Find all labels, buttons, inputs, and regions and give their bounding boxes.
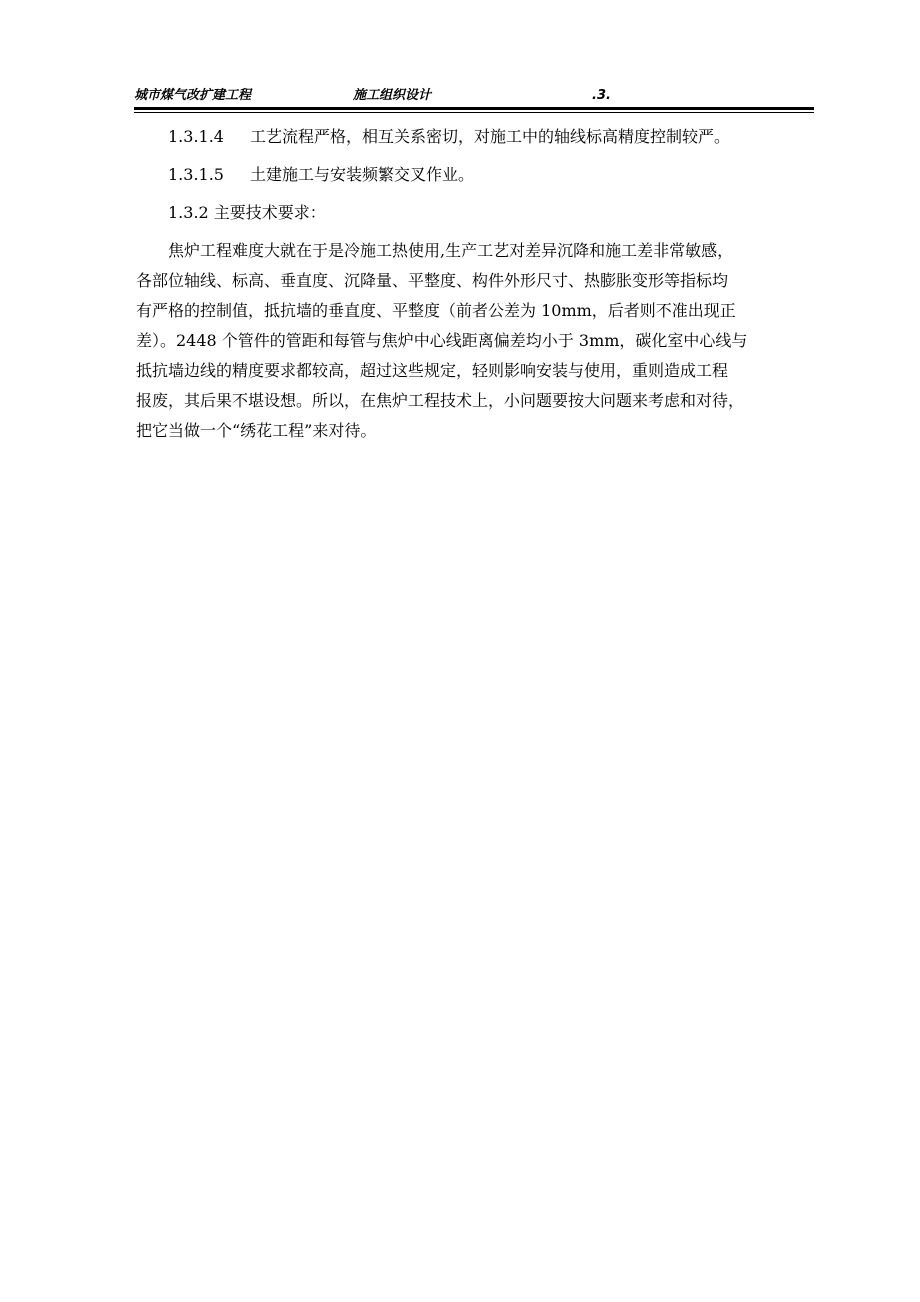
- item-1-3-1-4: [136, 122, 808, 152]
- header-project-title: 城市煤气改扩建工程: [134, 88, 252, 103]
- item-number: 1.3.1.4: [168, 127, 224, 146]
- section-heading-1-3-2: 1.3.2 主要技术要求：: [168, 203, 326, 222]
- paragraph-line: 焦炉工程难度大就在于是冷施工热使用,生产工艺对差异沉降和施工差非常敏感，: [168, 241, 734, 260]
- header-rule-thick: [134, 107, 814, 110]
- technical-requirements-paragraph: [136, 236, 808, 446]
- header-page-number: .3.: [592, 88, 611, 103]
- item-text: 工艺流程严格，相互关系密切，对施工中的轴线标高精度控制较严。: [250, 127, 731, 146]
- paragraph-line: 各部位轴线、标高、垂直度、沉降量、平整度、构件外形尺寸、热膨胀变形等指标均: [136, 271, 729, 290]
- document-body: [136, 122, 808, 446]
- item-1-3-1-5: [136, 160, 808, 190]
- paragraph-line: 抵抗墙边线的精度要求都较高，超过这些规定，轻则影响安装与使用，重则造成工程: [136, 361, 729, 380]
- header-document-type: 施工组织设计: [353, 88, 432, 103]
- item-text: 土建施工与安装频繁交叉作业。: [250, 165, 475, 184]
- item-number: 1.3.1.5: [168, 165, 224, 184]
- paragraph-line: 把它当做一个“绣花工程”来对待。: [136, 421, 377, 440]
- paragraph-line: 有严格的控制值，抵抗墙的垂直度、平整度（前者公差为 10mm，后者则不准出现正: [136, 301, 736, 320]
- paragraph-line: 报废，其后果不堪设想。所以，在焦炉工程技术上，小问题要按大问题来考虑和对待，: [136, 391, 745, 410]
- header-rule-thin: [134, 112, 814, 113]
- running-header: [134, 86, 814, 106]
- paragraph-line: 差）。2448 个管件的管距和每管与焦炉中心线距离偏差均小于 3mm，碳化室中心线与: [136, 331, 748, 350]
